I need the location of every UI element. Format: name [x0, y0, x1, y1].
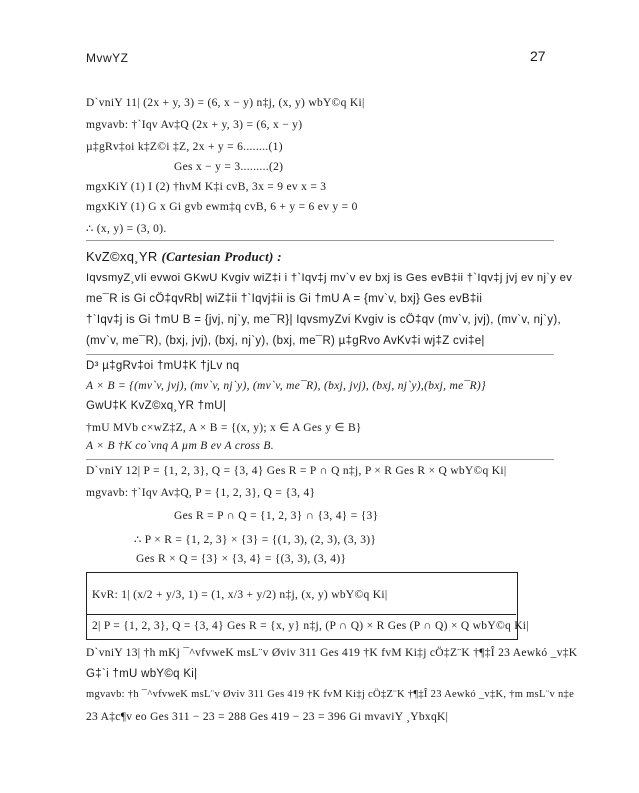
page-number: 27: [530, 48, 546, 64]
equation-2: Ges x − y = 3.........(2): [174, 161, 284, 173]
paragraph-line: IqvsmyZ¸vIi evwoi GKwU Kvgiv wiZ‡i i †`Iqv‡j mv`v ev bxj is Ges evB‡ii †`Iqv‡j jvj ev nj`y ev: [86, 272, 573, 284]
paragraph-line: (mv`v, me¯R), (bxj, jvj), (bxj, nj`y), (bxj, me¯R) µ‡gRvo AvKv‡i wj‡Z cvi‡e|: [86, 335, 485, 347]
read-as-line: A × B †K co`vnq A µm B ev A cross B.: [86, 440, 274, 452]
running-header: MvwYZ: [86, 51, 129, 65]
section-divider: [86, 240, 554, 241]
section-divider: [86, 354, 554, 355]
example-13-title: D`vniY 13| †h mKj ¯^vfvweK msL¨v Øviv 311 Ges 419 †K fvM Ki‡j cÖ‡Z¨K †¶‡Î 23 Aewkó _v‡K: [86, 647, 578, 659]
p-cross-r-line: ∴ P × R = {1, 2, 3} × {3} = {(1, 3), (2, 3), (3, 3)}: [134, 534, 377, 546]
exercise-1: KvR: 1| (x/2 + y/3, 1) = (1, x/3 + y/2) n‡j, (x, y) wbY©q Ki|: [92, 589, 388, 601]
solution-line: mgvavb: †h ¯^vfvweK msL¨v Øviv 311 Ges 419 †K fvM Ki‡j cÖ‡Z¨K †¶‡Î 23 Aewkó _v‡K, †m msL¨v n‡e: [86, 689, 575, 700]
section-title: [86, 249, 282, 265]
set-builder-definition: †mU MVb c×wZ‡Z, A × B = {(x, y); x ∈ A Ges y ∈ B}: [86, 422, 362, 434]
solution-line: mgvavb: †`Iqv Av‡Q, P = {1, 2, 3}, Q = {3, 4}: [86, 487, 316, 499]
paragraph-line: G‡`i †mU wbY©q Ki|: [86, 668, 198, 680]
solution-line: mgvavb: †`Iqv Av‡Q (2x + y, 3) = (6, x − y): [86, 119, 303, 131]
paragraph-line: me¯R is Gi cÖ‡qvRb| wiZ‡ii †`Iqvj‡ii is Gi †mU A = {mv`v, bxj} Ges evB‡ii: [86, 293, 483, 305]
intersection-line: Ges R = P ∩ Q = {1, 2, 3} ∩ {3, 4} = {3}: [174, 510, 379, 522]
paragraph-line: GwU‡K KvZ©xq¸YR †mU|: [86, 400, 227, 412]
exercise-box-divider: [86, 614, 516, 615]
solution-line: 23 A‡c¶v eo Ges 311 − 23 = 288 Ges 419 − 23 = 396 Gi mvaviY ¸YbxqK|: [86, 711, 449, 723]
result-xy: ∴ (x, y) = (3, 0).: [86, 223, 167, 235]
equation-1: µ‡gRv‡oi k‡Z©i ‡Z, 2x + y = 6........(1): [86, 141, 283, 153]
section-title-bangla: KvZ©xq¸YR: [86, 249, 158, 264]
add-equations: mgxKiY (1) I (2) †hvM K‡i cvB, 3x = 9 ev x = 3: [86, 181, 327, 193]
exercise-2: 2| P = {1, 2, 3}, Q = {3, 4} Ges R = {x, y} n‡j, (P ∩ Q) × R Ges (P ∩ Q) × Q wbY©q Ki|: [92, 620, 529, 632]
example-11-title: D`vniY 11| (2x + y, 3) = (6, x − y) n‡j, (x, y) wbY©q Ki|: [86, 97, 365, 109]
paragraph-line: †`Iqv‡j is Gi †mU B = {jvj, nj`y, me¯R}| IqvsmyZvi Kvgiv is cÖ‡qv (mv`v, jvj), (mv`v, nj`y),: [86, 314, 561, 326]
section-divider: [86, 459, 554, 460]
section-title-english: (Cartesian Product) :: [161, 249, 282, 264]
r-cross-q-line: Ges R × Q = {3} × {3, 4} = {(3, 3), (3, 4)}: [136, 553, 347, 565]
substitute-x: mgxKiY (1) G x Gi gvb ewm‡q cvB, 6 + y = 6 ev y = 0: [86, 201, 358, 213]
example-12-title: D`vniY 12| P = {1, 2, 3}, Q = {3, 4} Ges R = P ∩ Q n‡j, P × R Ges R × Q wbY©q Ki|: [86, 465, 507, 477]
cartesian-product-set: A × B = {(mv`v, jvj), (mv`v, nj`y), (mv`v, me¯R), (bxj, jvj), (bxj, nj`y),(bxj, me¯R)}: [86, 380, 486, 392]
paragraph-line: D³ µ‡gRv‡oi †mU‡K †jLv nq: [86, 360, 240, 372]
